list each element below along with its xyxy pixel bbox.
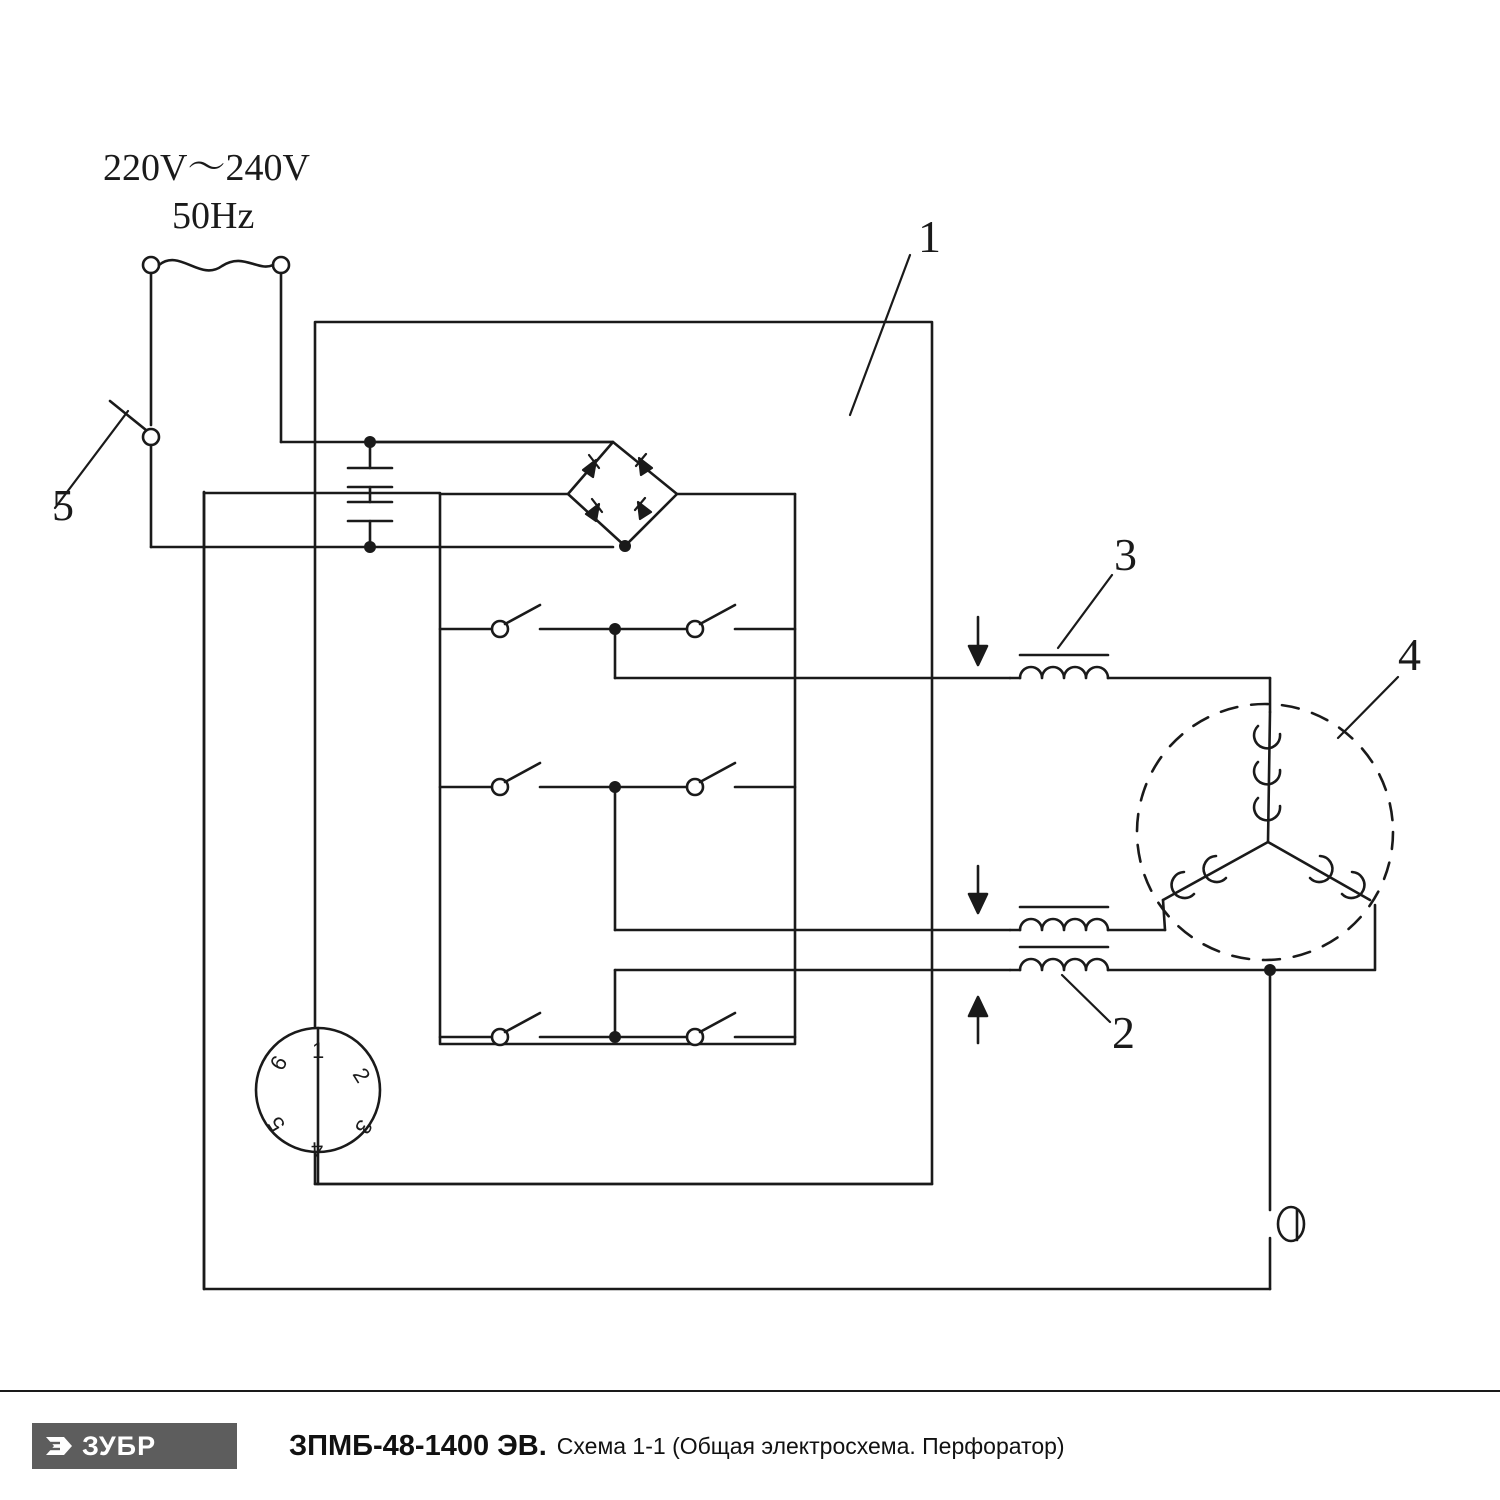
dial-label-3: 3 (349, 1115, 378, 1139)
switch-pivot (143, 429, 159, 445)
wire-motor-left-lead-2 (1163, 900, 1165, 930)
dial-label-4: 4 (310, 1137, 324, 1163)
sw-row3-blade-b (700, 1013, 735, 1032)
sw-row3-blade-a (505, 1013, 540, 1032)
motor-housing (1137, 704, 1393, 960)
callout-label-1: 1 (918, 211, 941, 262)
callout-leader-4 (1338, 677, 1398, 738)
ground-symbol (1278, 1207, 1304, 1241)
callout-leader-1 (850, 255, 910, 415)
mains-terminal-right (273, 257, 289, 273)
supply-frequency-label: 50Hz (172, 195, 255, 237)
callout-leader-3 (1058, 575, 1112, 648)
zubr-arrow-icon (42, 1431, 76, 1461)
supply-voltage-label: 220V～240V (103, 147, 310, 189)
inductor-coil-3 (1010, 655, 1270, 678)
callout-leader-2 (1062, 975, 1110, 1022)
arrow-coil-2 (969, 997, 987, 1043)
inductor-coil-middle (1010, 907, 1165, 930)
diode-symbols (583, 454, 652, 521)
footer-bar (0, 1390, 1500, 1500)
mains-terminal-left (143, 257, 159, 273)
switch-block-outline (440, 494, 795, 1044)
sw-row1-blade-b (700, 605, 735, 624)
arrow-coil-middle (969, 866, 987, 913)
brand-logo (32, 1423, 237, 1469)
callout-leader-5 (55, 411, 128, 508)
diagram-description: Схема 1-1 (Общая электросхема. Перфоратор) (556, 1432, 1065, 1459)
dial-label-2: 2 (347, 1063, 376, 1088)
sw-row2-blade-b (700, 763, 735, 782)
wire-motor-right-lead (1270, 905, 1375, 970)
callout-label-5: 5 (52, 481, 74, 530)
sw-row1-blade-a (505, 605, 540, 624)
switch-blade (110, 401, 146, 430)
callout-label-4: 4 (1398, 629, 1421, 680)
sw-row2-blade-a (505, 763, 540, 782)
callout-label-2: 2 (1112, 1007, 1135, 1058)
diode-bridge-outline (568, 442, 677, 546)
arrow-coil-3 (969, 617, 987, 665)
dial-label-6: 6 (264, 1051, 293, 1075)
inductor-coil-2 (1010, 947, 1270, 970)
motor-windings (1163, 712, 1370, 900)
brand-logo-text: ЗУБР (82, 1430, 157, 1461)
dial-label-5: 5 (262, 1112, 291, 1137)
model-name: ЗПМБ-48-1400 ЭВ. (289, 1429, 547, 1462)
wire-outer-bottom-loop (204, 492, 1270, 1289)
callout-label-3: 3 (1114, 529, 1137, 580)
dial-label-1: 1 (312, 1038, 325, 1063)
junction-bridge-bottom (619, 540, 631, 552)
cord-squiggle (159, 260, 273, 270)
